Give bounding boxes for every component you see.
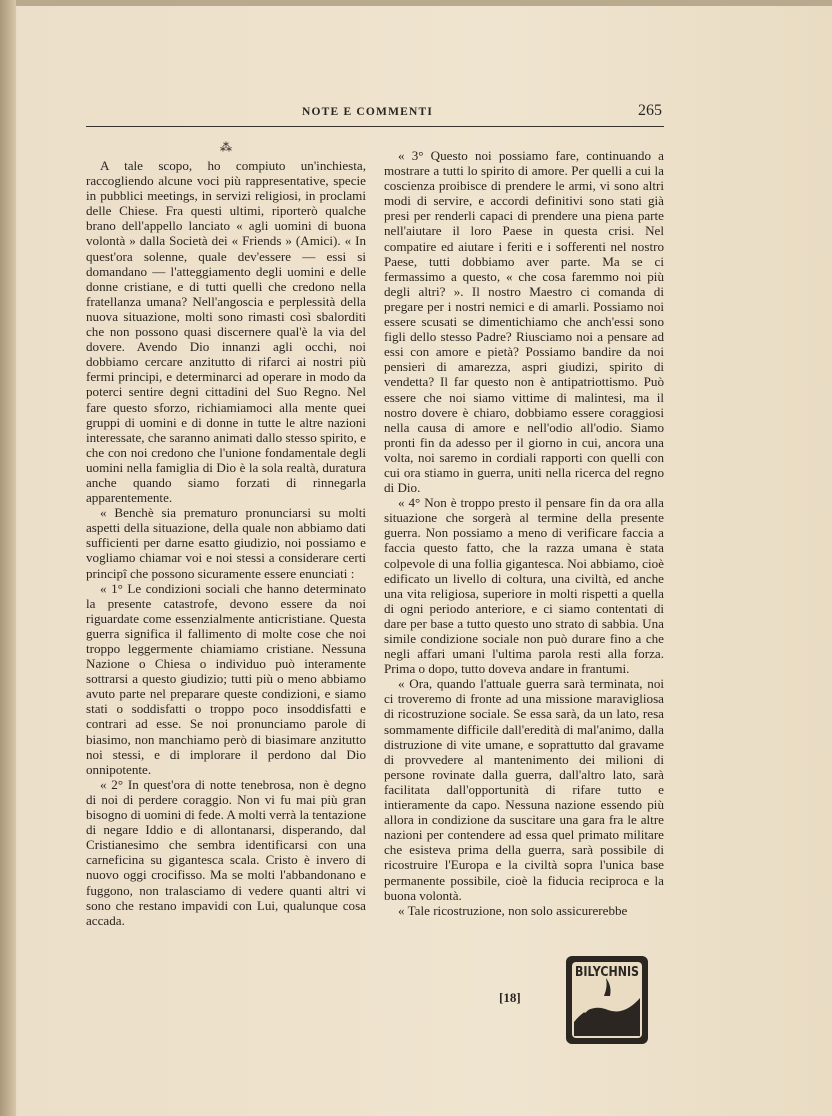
right-column [384, 148, 664, 918]
page-top-edge [0, 0, 832, 6]
paragraph: « 2° In quest'ora di notte tenebrosa, non è degno di noi di perdere coraggio. Non vi fu mai più gran bisogno di uomini di fede. A molti verrà la tentazione di negare Iddio e di allontanarsi, disperando, dal Cristianesimo che sembra identificarsi con una carneficina su gigantesca scala. Cristo è invero di nuovo oggi crocifisso. Ma se molti l'abbandonano e fuggono, non tralasciamo di vedere quanti altri vi sono che restano impavidi con Lui, qualunque cosa accada. [86, 776, 366, 928]
paragraph: « 1° Le condizioni sociali che hanno determinato la presente catastrofe, devono essere da noi riguardate come essenzialmente anticristiane. Questa guerra significa il fallimento di molte cose che noi troppo leggermente chiamiamo cristiane. Nessuna Nazione o Chiesa o individuo può interamente sottrarsi a questo giudizio; tutti più o meno abbiamo avuto parte nel preparare queste condizioni, e siamo stati o soddisfatti o troppo poco insoddisfatti e contrari ad esse. Se noi pronunciamo parole di biasimo, non manchiamo però di biasimare anzitutto noi stessi, e di implorare il perdono dal Dio onnipotente. [86, 580, 366, 777]
left-column [86, 142, 366, 928]
paragraph: A tale scopo, ho compiuto un'inchiesta, raccogliendo alcune voci più rappresentative, specie in pubblici meetings, in servizi religiosi, in proclami delle Chiese. Fra questi ultimi, riporterò qualche brano dell'appello lanciato « agli uomini di buona volontà » dalla Società dei « Friends » (Amici). « In quest'ora solenne, quale dev'essere — essi si domandano — l'atteggiamento degli uomini e delle donne cristiane, e di tutti quelli che credono nella fratellanza umana? Nell'angoscia e perplessità della nuova situazione, molti sono rimasti così sbalorditi che non possono quasi discernere qual'è la via del dovere. Avendo Dio innanzi agli occhi, noi dobbiamo cercare anzitutto di rifarci ai nostri più fermi principi, e determinarci ad operare in modo da poterci sentire degni cittadini del Suo Regno. Nel fare questo sforzo, richiamiamoci alla mente quei gruppi di uomini e di donne in tutte le altre nazioni interessate, che saranno animati dallo stesso spirito, e che con noi credono che l'unione fondamentale degli uomini nella famiglia di Dio è la sola realtà, duratura anche quando siamo forzati di rinnegarla apparentemente. [86, 158, 366, 506]
logo-lettering: BILYCHNIS [575, 965, 639, 980]
paragraph: « Ora, quando l'attuale guerra sarà terminata, noi ci troveremo di fronte ad una missione maravigliosa di ricostruzione sociale. Se essa sarà, da un lato, resa sommamente difficile dall'eredità di mal'animo, dalla distruzione di vite umane, e soprattutto dal gravame di provvedere al mantenimento dei milioni di persone rovinate dalla guerra, dall'altro lato, sarà facilitata dall'opportunità di rifare tutto e intieramente da capo. Nessuna nazione essendo più allora in condizione da suscitare una gara fra le altre nazioni per contendere ad essa quel primato militare che esisteva prima della guerra, sarà possibile di ricostruire l'Europa e la civiltà sopra l'unica base permanente possibile, cioè la fiducia reciproca e la buona volontà. [384, 676, 664, 903]
paragraph: « Benchè sia prematuro pronunciarsi su molti aspetti della situazione, della quale non abbiamo dati sufficienti per darne esatto giudizio, noi possiamo e vogliamo chiamar voi e noi stessi a considerare certi principî che possono sicuramente essere enunciati : [86, 505, 366, 581]
page-binding-edge [0, 0, 16, 1116]
paragraph: « 3° Questo noi possiamo fare, continuando a mostrare a tutti lo spirito di amore. Per quelli a cui la coscienza proibisce di prendere le armi, vi sono altri modi di servire, e accordi definitivi sono stati già presi per renderli capaci di prendere una piena parte nell'aiutare il loro Paese in questa crisi. Nel compatire ed aiutare i feriti e i sofferenti nel nostro Paese, tutti dobbiamo aver parte. Ma se ci fermassimo a questo, « che cosa faremmo noi più degli altri? ». Il nostro Maestro ci comanda di pregare per i nostri nemici e di amarli. Possiamo noi essere scusati se dimentichiamo che anch'essi sono figli dello stesso Padre? Riusciamo noi a pensare ad essi con amore e pietà? Possiamo bandire da noi pensieri di amarezza, aspri giudizi, spirito di vendetta? Il far questo non è antipatriottismo. Può essere che noi siamo vittime di malintesi, ma il nostro dovere è chiaro, dobbiamo essere coraggiosi nella causa di amore e nell'odio all'odio. Siamo pronti fin da adesso per il giorno in cui, ancora una volta, noi saremo in cordiali rapporti con quelli con cui ora stiamo in guerra, uniti nella ricerca del regno di Dio. [384, 148, 664, 496]
paragraph: « Tale ricostruzione, non solo assicurerebbe [398, 902, 628, 918]
page-number: 265 [638, 102, 662, 119]
running-header [86, 104, 664, 127]
running-title: NOTE E COMMENTI [302, 106, 434, 118]
signature-mark: [18] [499, 990, 521, 1005]
paragraph: « 4° Non è troppo presto il pensare fin da ora alla situazione che sorgerà al termine della presente guerra. Non possiamo a meno di verificare faccia a faccia questo fatto, che la razza umana è stata colpevole di una follia gigantesca. Noi abbiamo, cioè edificato un livello di coltura, una civiltà, ed anche una vita religiosa, superiore in molti rispetti a quella di ogni periodo anteriore, e ci siamo contentati di dare per base a tutto questo uno strato di sabbia. Una simile condizione sociale non può durare fino a che negli affari umani l'ultima parola resti alla forza. Prima o dopo, tutto doveva andare in frantumi. [384, 495, 664, 677]
section-separator: ⁂ [220, 140, 232, 154]
bilychnis-lamp-emblem-icon [560, 952, 654, 1048]
